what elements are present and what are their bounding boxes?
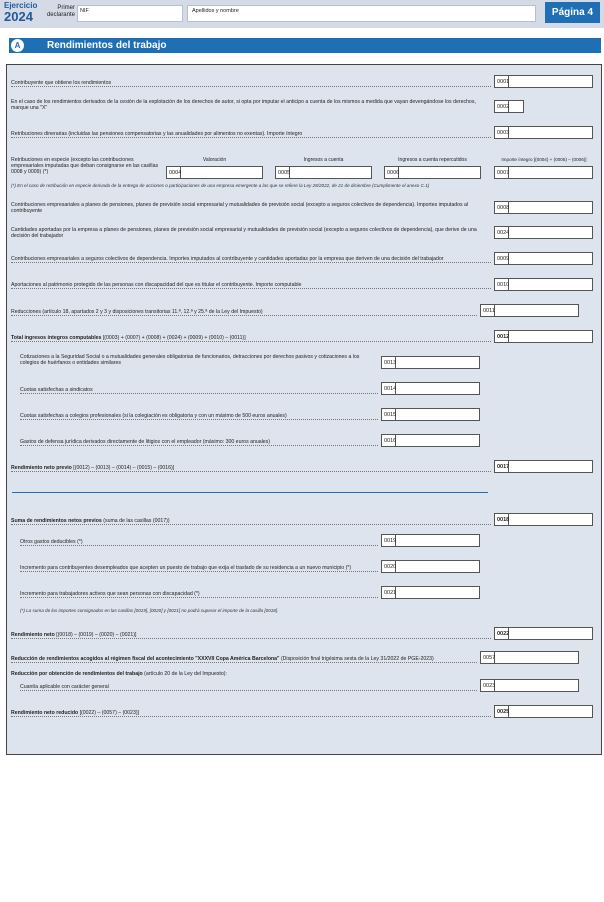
code-0001: 0001: [494, 75, 509, 88]
label-0012-bold: Total ingresos íntegros computables: [11, 335, 102, 341]
ejercicio-year: 2024: [4, 9, 33, 24]
input-0007[interactable]: [509, 166, 593, 179]
label-0014: Cuotas satisfechas a sindicatos: [20, 387, 378, 394]
label-0057-formula: (Disposición final trigésima sexta de la Ley 31/2022 de PGE-2023): [279, 656, 434, 662]
label-0013: Cotizaciones a la Seguridad Social o a mutualidades generales obligatorias de funcionarios, detracciones por derechos pasivos y cotizaciones a los colegios de huérfanos o entidades similares: [20, 354, 360, 367]
section-title: Rendimientos del trabajo: [47, 40, 167, 51]
nif-field[interactable]: [77, 5, 183, 22]
label-0057-bold: Reducción de rendimientos acogidos al régimen fiscal del acontecimiento "XXXVII Copa América Barcelona": [11, 656, 280, 662]
label-0057: [11, 656, 477, 663]
input-0013[interactable]: [396, 356, 480, 369]
input-0017[interactable]: [509, 460, 593, 473]
label-0023-bold: Reducción por obtención de rendimientos del trabajo: [11, 671, 143, 677]
label-0018-formula: (suma de las casillas (0017)): [101, 518, 170, 524]
code-0020: 0020: [381, 560, 396, 573]
label-0010: Aportaciones al patrimonio protegido de las personas con discapacidad del que es titular el contribuyente. Importe computable: [11, 282, 491, 289]
label-0002: En el caso de los rendimientos derivados de la cesión de la explotación de los derechos de autor, si opta por imputar el anticipo a cuenta de los mismos a medida que vayan devengándose los derechos, marque una "X": [11, 99, 476, 112]
code-0007: 0007: [494, 166, 509, 179]
label-0023-heading: [11, 671, 491, 677]
label-0022: [11, 632, 491, 639]
label-0018: [11, 518, 491, 525]
input-0019[interactable]: [396, 534, 480, 547]
apellidos-field[interactable]: [187, 5, 536, 22]
input-0009[interactable]: [509, 252, 593, 265]
label-0025-bold: Rendimiento neto reducido: [11, 710, 79, 716]
label-0021: Incremento para trabajadores activos que sean personas con discapacidad (*): [20, 591, 378, 598]
input-0006[interactable]: [399, 166, 481, 179]
label-0001: Contribuyente que obtiene los rendimientos: [11, 80, 491, 87]
input-0003[interactable]: [509, 126, 593, 139]
code-0024: 0024: [494, 226, 509, 239]
input-0014[interactable]: [396, 382, 480, 395]
input-0015[interactable]: [396, 408, 480, 421]
code-0004: 0004: [166, 166, 181, 179]
code-0015: 0015: [381, 408, 396, 421]
note-limit: (*) La suma de los importes consignados en las casillas [0019], [0020] y [0021] no podrá superar el importe de la casilla [0018].: [20, 608, 279, 613]
input-0008[interactable]: [509, 201, 593, 214]
input-0023[interactable]: [495, 679, 579, 692]
input-0021[interactable]: [396, 586, 480, 599]
label-0016: Gastos de defensa jurídica derivados directamente de litigios con el empleador (máximo: 300 euros anuales): [20, 439, 378, 446]
input-0005[interactable]: [290, 166, 372, 179]
label-0017-bold: Rendimiento neto previo: [11, 465, 72, 471]
label-0020: Incremento para contribuyentes desempleados que acepten un puesto de trabajo que exija el traslado de su residencia a un nuevo municipio (*): [20, 565, 378, 572]
code-0011: 0011: [480, 304, 495, 317]
label-0024: Cantidades aportadas por la empresa a planes de pensiones, planes de previsión social empresarial y mutualidades de previsión social (excepto a seguros colectivos de dependencia), que derive de una decisión del trabajador: [11, 227, 477, 240]
apellidos-label: Apellidos y nombre: [192, 8, 239, 14]
code-0003: 0003: [494, 126, 509, 139]
code-0014: 0014: [381, 382, 396, 395]
label-0008: Contribuciones empresariales a planes de pensiones, planes de previsión social empresarial y mutualidades de previsión social (excepto a seguros colectivos de dependencia). Importes imputados al contribuyente: [11, 202, 469, 215]
note-especie: (*) En el caso de retribución en especie derivada de la entrega de acciones o participaciones de una empresa emergente a las que se refiere la Ley 28/2022, de 21 de diciembre (Cumplimente el anexo C.1): [11, 183, 430, 188]
input-0020[interactable]: [396, 560, 480, 573]
label-especie: Retribuciones en especie (excepto las contribuciones empresariales imputadas que deban consignarse en las casillas 0008 y 0009) (*): [11, 157, 159, 176]
input-0010[interactable]: [509, 278, 593, 291]
label-0012-formula: [(0003) + (0007) + (0008) + (0024) + (0009) + (0010) – (0011)]: [101, 335, 246, 341]
label-0023: Cuantía aplicable con carácter general: [20, 684, 477, 691]
code-0022: 0022: [494, 627, 509, 640]
label-0003: Retribuciones dinerarias (incluidas las pensiones compensatorias y las anualidades por alimentos no exentas). Importe íntegro: [11, 131, 491, 138]
ejercicio-label: Ejercicio: [4, 1, 38, 10]
label-0018-bold: Suma de rendimientos netos previos: [11, 518, 102, 524]
label-0022-bold: Rendimiento neto: [11, 632, 55, 638]
label-0023-rest: (artículo 20 de la Ley del Impuesto):: [142, 671, 227, 677]
label-0019: Otros gastos deducibles (*): [20, 539, 378, 546]
code-0008: 0008: [494, 201, 509, 214]
code-0005: 0005: [275, 166, 290, 179]
col-valoracion: Valoración: [202, 157, 227, 163]
code-0016: 0016: [381, 434, 396, 447]
checkbox-0002[interactable]: [509, 100, 524, 113]
label-0017-formula: [(0012) – (0013) – (0014) – (0015) – (0016)]: [71, 465, 175, 471]
label-0012: [11, 335, 491, 342]
input-0024[interactable]: [509, 226, 593, 239]
nif-label: NIF: [80, 8, 89, 14]
label-0011: Reducciones (artículo 18, apartados 2 y 3 y disposiciones transitorias 11.ª, 12.ª y 25.ª de la Ley del Impuesto): [11, 309, 477, 316]
input-0022[interactable]: [509, 627, 593, 640]
col-importe-integro: Importe íntegro [(0004) + (0005) – (0006)]: [501, 157, 587, 162]
label-0022-formula: [(0018) – (0019) – (0020) – (0021)]: [54, 632, 137, 638]
col-ingresos-cuenta: Ingresos a cuenta: [303, 157, 344, 163]
input-0016[interactable]: [396, 434, 480, 447]
input-0025[interactable]: [509, 705, 593, 718]
input-0011[interactable]: [495, 304, 579, 317]
code-0023: 0023: [480, 679, 495, 692]
declarante-label: Primer declarante: [46, 5, 75, 18]
label-0025-formula: [(0022) – (0057) – (0023)]: [78, 710, 140, 716]
code-0021: 0021: [381, 586, 396, 599]
input-0012[interactable]: [509, 330, 593, 343]
input-0018[interactable]: [509, 513, 593, 526]
code-0010: 0010: [494, 278, 509, 291]
section-letter: A: [11, 39, 24, 52]
code-0013: 0013: [381, 356, 396, 369]
col-ingresos-repercutidos: Ingresos a cuenta repercutidos: [398, 157, 467, 163]
input-0057[interactable]: [495, 651, 579, 664]
code-0018: 0018: [494, 513, 509, 526]
label-0017: [11, 465, 491, 472]
page-badge: Página 4: [545, 2, 600, 23]
label-0015: Cuotas satisfechas a colegios profesionales (si la colegiación es obligatoria y con un máximo de 500 euros anuales): [20, 413, 378, 420]
code-0006: 0006: [384, 166, 399, 179]
label-0025: [11, 710, 491, 717]
separator-line: [12, 492, 488, 493]
code-0012: 0012: [494, 330, 509, 343]
code-0002: 0002: [494, 100, 509, 113]
label-0009: Contribuciones empresariales a seguros colectivos de dependencia. Importes imputados al contribuyente y cantidades aportadas por la empresa que deriven de una decisión del trabajador: [11, 256, 491, 263]
code-0019: 0019: [381, 534, 396, 547]
code-0017: 0017: [494, 460, 509, 473]
input-0004[interactable]: [181, 166, 263, 179]
code-0025: 0025: [494, 705, 509, 718]
input-0001[interactable]: [509, 75, 593, 88]
code-0009: 0009: [494, 252, 509, 265]
code-0057: 0057: [480, 651, 495, 664]
